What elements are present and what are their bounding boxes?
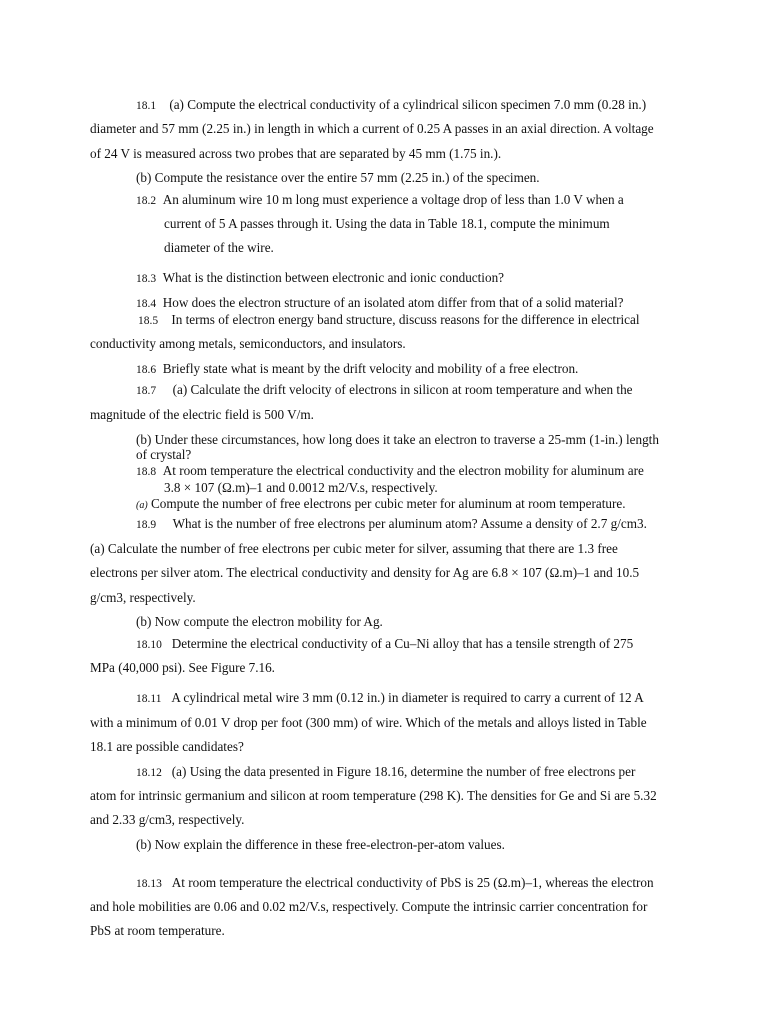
problem-18-8-line-2: 3.8 × 107 (Ω.m)–1 and 0.0012 m2/V.s, respectively. <box>164 480 438 495</box>
problem-number: 18.4 <box>136 298 157 310</box>
problem-text: In terms of electron energy band structure, discuss reasons for the difference in electrical <box>171 312 640 327</box>
problem-18-11-line-2: with a minimum of 0.01 V drop per foot (300 mm) of wire. Which of the metals and alloys listed in Table <box>90 715 647 730</box>
problem-18-7-part-b-line-2: of crystal? <box>136 447 192 462</box>
problem-18-3-line-1 <box>136 270 504 287</box>
problem-18-8-part-a <box>136 496 626 514</box>
problem-text: Compute the number of free electrons per cubic meter for aluminum at room temperature. <box>150 496 626 511</box>
problem-18-10-line-1 <box>136 636 633 653</box>
problem-18-1-line-3: of 24 V is measured across two probes that are separated by 45 mm (1.75 in.). <box>90 146 502 161</box>
problem-number: 18.12 <box>136 767 162 779</box>
problem-18-9-part-a-line-2: electrons per silver atom. The electrical conductivity and density for Ag are 6.8 × 107 (Ω.m)–1 and 10.5 <box>90 565 640 580</box>
problem-18-6-line-1 <box>136 361 578 378</box>
problem-18-1-line-2: diameter and 57 mm (2.25 in.) in length in which a current of 0.25 A passes in an axial direction. A voltage <box>90 121 654 136</box>
problem-18-12-line-3: and 2.33 g/cm3, respectively. <box>90 812 245 827</box>
problem-text: How does the electron structure of an isolated atom differ from that of a solid material? <box>162 295 624 310</box>
problem-18-8-line-1 <box>136 463 644 480</box>
problem-number: 18.6 <box>136 364 157 376</box>
problem-number: 18.3 <box>136 273 157 285</box>
problem-number: 18.8 <box>136 466 157 478</box>
problem-number: 18.7 <box>136 385 157 397</box>
problem-number: 18.9 <box>136 519 157 531</box>
problem-18-4-line-1 <box>136 295 624 312</box>
problem-18-12-line-2: atom for intrinsic germanium and silicon at room temperature (298 K). The densities for Ge and Si are 5.32 <box>90 788 657 803</box>
problem-text: (a) Using the data presented in Figure 18.16, determine the number of free electrons per <box>171 764 636 779</box>
problem-18-13-line-3: PbS at room temperature. <box>90 923 225 938</box>
problem-number: 18.13 <box>136 878 162 890</box>
problem-text: Determine the electrical conductivity of a Cu–Ni alloy that has a tensile strength of 275 <box>171 636 634 651</box>
problem-18-5-line-2: conductivity among metals, semiconductors, and insulators. <box>90 336 406 351</box>
problem-18-2-line-3: diameter of the wire. <box>164 240 274 255</box>
problem-text: What is the distinction between electronic and ionic conduction? <box>162 270 505 285</box>
problem-18-13-line-1 <box>136 875 654 892</box>
problem-text: At room temperature the electrical conductivity and the electron mobility for aluminum are <box>162 463 644 478</box>
problem-18-13-line-2: and hole mobilities are 0.06 and 0.02 m2/V.s, respectively. Compute the intrinsic carrier concentration for <box>90 899 648 914</box>
problem-18-1-line-1 <box>136 97 646 114</box>
problem-18-2-line-2: current of 5 A passes through it. Using the data in Table 18.1, compute the minimum <box>164 216 610 231</box>
problem-text: What is the number of free electrons per aluminum atom? Assume a density of 2.7 g/cm3. <box>172 516 647 531</box>
problem-text: At room temperature the electrical conductivity of PbS is 25 (Ω.m)–1, whereas the electron <box>171 875 654 890</box>
problem-18-9-part-a-line-1: (a) Calculate the number of free electrons per cubic meter for silver, assuming that there are 1.3 free <box>90 541 618 556</box>
problem-18-7-part-b-line-1: (b) Under these circumstances, how long does it take an electron to traverse a 25-mm (1-in.) length <box>136 432 659 447</box>
problem-text: (a) Compute the electrical conductivity of a cylindrical silicon specimen 7.0 mm (0.28 in.) <box>169 97 647 112</box>
problem-18-12-line-1 <box>136 764 635 781</box>
problem-18-1-part-b: (b) Compute the resistance over the entire 57 mm (2.25 in.) of the specimen. <box>136 170 540 185</box>
problem-text: Briefly state what is meant by the drift velocity and mobility of a free electron. <box>162 361 579 376</box>
problem-18-11-line-3: 18.1 are possible candidates? <box>90 739 244 754</box>
problem-18-5-line-1 <box>138 312 640 329</box>
problem-18-2-line-1 <box>136 192 624 209</box>
problem-18-12-part-b: (b) Now explain the difference in these free-electron-per-atom values. <box>136 837 505 852</box>
problem-number: 18.5 <box>138 315 159 327</box>
problem-text: A cylindrical metal wire 3 mm (0.12 in.) in diameter is required to carry a current of 12 A <box>171 690 644 705</box>
problem-18-11-line-1 <box>136 690 644 707</box>
problem-number: 18.1 <box>136 100 157 112</box>
problem-text: An aluminum wire 10 m long must experience a voltage drop of less than 1.0 V when a <box>162 192 624 207</box>
problem-18-10-line-2: MPa (40,000 psi). See Figure 7.16. <box>90 660 275 675</box>
part-marker: (a) <box>136 500 148 511</box>
problem-18-7-line-1 <box>136 382 633 399</box>
problem-18-7-line-2: magnitude of the electric field is 500 V/m. <box>90 407 314 422</box>
problem-number: 18.11 <box>136 693 162 705</box>
problem-18-9-part-b: (b) Now compute the electron mobility for Ag. <box>136 614 383 629</box>
problem-number: 18.2 <box>136 195 157 207</box>
problem-text: (a) Calculate the drift velocity of electrons in silicon at room temperature and when the <box>172 382 633 397</box>
problem-18-9-line-1 <box>136 516 647 533</box>
problem-18-9-part-a-line-3: g/cm3, respectively. <box>90 590 196 605</box>
problem-number: 18.10 <box>136 639 162 651</box>
